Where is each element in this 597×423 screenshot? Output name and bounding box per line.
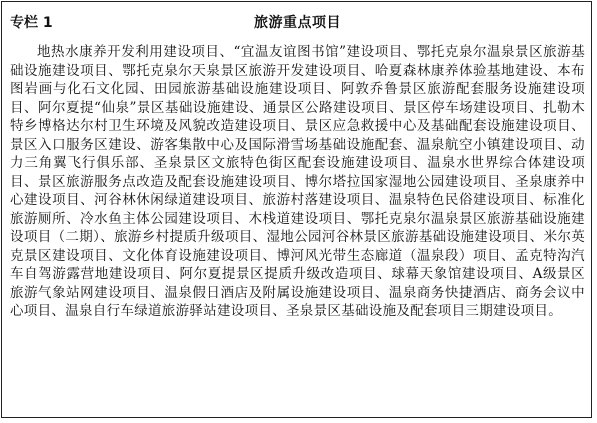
box-title: 旅游重点项目 bbox=[254, 15, 341, 31]
box-header bbox=[10, 13, 585, 33]
feature-box bbox=[1, 1, 592, 418]
project-list-paragraph: 地热水康养开发利用建设项目、“宜温友谊图书馆”建设项目、鄂托克泉尔温泉景区旅游基础设施建设项目、鄂托克泉尔天泉景区旅游开发建设项目、哈夏森林康养体验基地建设、本布图岩画与化石文化园、田园旅游基础设施建设项目、阿敦乔鲁景区旅游配套服务设施建设项目、阿尔夏提“仙泉”景区基础设施建设、通景区公路建设项目、景区停车场建设项目、扎勒木特乡博格达尔村卫生环境及风貌改造建设项目、景区应急救援中心及基础配套设施建设项目、景区入口服务区建设、游客集散中心及国际滑雪场基础设施配套、温泉航空小镇建设项目、动力三角翼飞行俱乐部、圣泉景区文旅特色街区配套设施建设项目、温泉水世界综合体建设项目、景区旅游服务点改造及配套设施建设项目、博尔塔拉国家湿地公园建设项目、圣泉康养中心建设项目、河谷林休闲绿道建设项目、旅游村落建设项目、温泉特色民俗建设项目、标准化旅游厕所、冷水鱼主体公园建设项目、木栈道建设项目、鄂托克泉尔温泉景区旅游基础设施建设项目（二期）、旅游乡村提质升级项目、湿地公园河谷林景区旅游基础设施建设项目、米尔英克景区建设项目、文化体育设施建设项目、博河风光带生态廊道（温泉段）项目、孟克特沟汽车自驾游露营地建设项目、阿尔夏提景区提质升级改造项目、球幕天象馆建设项目、A级景区旅游气象站网建设项目、温泉假日酒店及附属设施建设项目、温泉商务快捷酒店、商务会议中心项目、温泉自行车绿道旅游驿站建设项目、圣泉景区基础设施及配套项目三期建设项目。 bbox=[10, 44, 585, 319]
column-label: 专栏 1 bbox=[10, 15, 53, 31]
